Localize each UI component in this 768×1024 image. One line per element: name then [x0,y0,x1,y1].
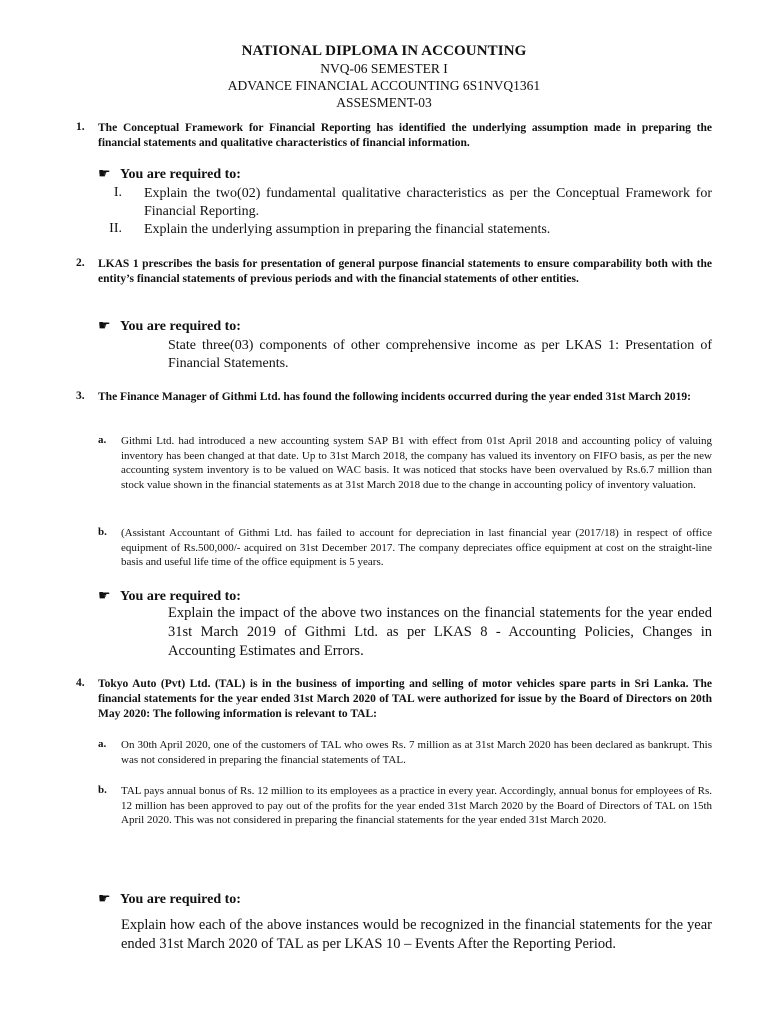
assessment-number: ASSESMENT-03 [336,95,432,110]
item-3b-text: (Assistant Accountant of Githmi Ltd. has failed to account for depreciation in last financial year (2017/18) in respect of office equipment of Rs.500,000/- acquired on 31st December 2017. The company depreciates office equipment at cost on the straight-line basis and useful life time of the office equipment is 5 years. [121,527,712,569]
question-3-required [98,588,241,605]
pointing-hand-icon: ☛ [98,319,111,334]
item-4a-label: a. [98,738,107,750]
question-3-text: The Finance Manager of Githmi Ltd. has found the following incidents occurred during the year ended 31st March 2019: [98,391,692,403]
question-4-text: Tokyo Auto (Pvt) Ltd. (TAL) is in the business of importing and selling of motor vehicles spare parts in Sri Lanka. The financial statements for the year ended 31st March 2020 of TAL were authorized for issue by the Board of Directors on 20th May 2020: The following information is relevant to TAL: [98,678,712,720]
document-title: NATIONAL DIPLOMA IN ACCOUNTING [241,43,527,59]
question-3-number: 3. [76,390,85,402]
question-2-required [98,318,241,335]
course-name: ADVANCE FINANCIAL ACCOUNTING 6S1NVQ1361 [227,78,541,93]
question-1-number: 1. [76,121,85,133]
question-1-required [98,166,241,183]
requirement-2-text: State three(03) components of other comprehensive income as per LKAS 1: Presentation of Financial Statements. [168,338,712,371]
requirement-1-2-text: Explain the underlying assumption in preparing the financial statements. [144,222,551,237]
question-4-required [98,891,241,908]
question-4-number: 4. [76,677,85,689]
required-label: You are required to: [120,167,241,182]
pointing-hand-icon: ☛ [98,167,111,182]
item-4b-label: b. [98,784,107,796]
item-3b-label: b. [98,526,107,538]
question-2-number: 2. [76,257,85,269]
requirement-1-1-number: I. [113,185,122,200]
required-label: You are required to: [120,589,241,604]
pointing-hand-icon: ☛ [98,892,111,907]
question-2-text: LKAS 1 prescribes the basis for presentation of general purpose financial statements to ensure comparability both with the entity’s financial statements of previous periods and with the financial statements of other entities. [98,258,712,285]
course-level: NVQ-06 SEMESTER I [320,61,448,76]
item-3a-text: Githmi Ltd. had introduced a new accounting system SAP B1 with effect from 01st April 2018 and accounting policy of valuing inventory has been changed at that date. Up to 31st March 2018, the company has valued its inventory on FIFO basis, as per the new accounting system inventory is to be valued on WAC basis. It was noticed that stocks have been overvalued by Rs.6.7 million than stock value shown in the financial statements as at 31st March 2018 due to the change in accounting policy of inventory valuation. [121,435,712,491]
requirement-1-2-number: II. [109,221,122,236]
item-4a-text: On 30th April 2020, one of the customers of TAL who owes Rs. 7 million as at 31st March 2020 has been declared as bankrupt. This was not considered in preparing the financial statements of TAL. [121,739,712,766]
requirement-3-text: Explain the impact of the above two instances on the financial statements for the year ended 31st March 2019 of Githmi Ltd. as per LKAS 8 - Accounting Policies, Changes in Accounting Estimates and Errors. [168,605,712,659]
item-3a-label: a. [98,434,107,446]
required-label: You are required to: [120,319,241,334]
pointing-hand-icon: ☛ [98,589,111,604]
question-1-text: The Conceptual Framework for Financial Reporting has identified the underlying assumption made in preparing the financial statements and qualitative characteristics of financial information. [98,122,712,149]
item-4b-text: TAL pays annual bonus of Rs. 12 million to its employees as a practice in every year. Accordingly, annual bonus for employees of Rs. 12 million has been approved to pay out of the profits for the year ended 31st March 2020 by the Board of Directors of TAL on 15th April 2020. This was not considered in preparing the financial statements for the year ended 31st March 2020. [121,785,712,827]
requirement-4-text: Explain how each of the above instances would be recognized in the financial statements for the year ended 31st March 2020 of TAL as per LKAS 10 – Events After the Reporting Period. [121,917,712,952]
required-label: You are required to: [120,892,241,907]
requirement-1-1-text: Explain the two(02) fundamental qualitative characteristics as per the Conceptual Framework for Financial Reporting. [144,186,712,219]
